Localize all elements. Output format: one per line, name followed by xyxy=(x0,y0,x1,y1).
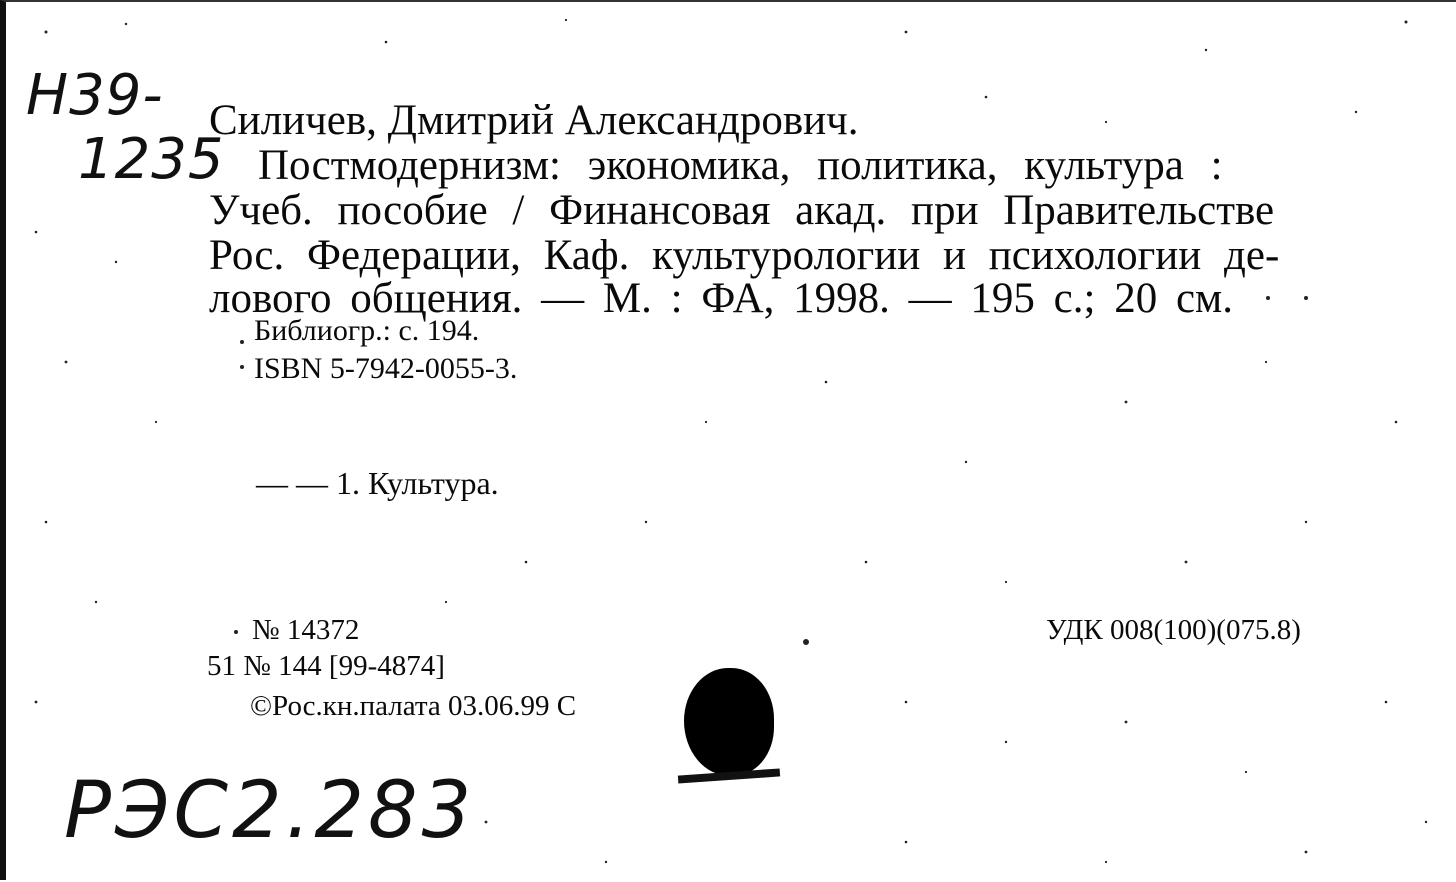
udk-classification: УДК 008(100)(075.8) xyxy=(1046,614,1301,646)
record-number: № 14372 xyxy=(252,614,360,646)
ink-blot xyxy=(684,668,774,776)
title-line-4: лового общения. — М. : ФА, 1998. — 195 с.; 20 см. xyxy=(209,275,1233,322)
handwritten-inventory-number: РЭС2.283 xyxy=(64,766,476,856)
card-number: 51 № 144 [99-4874] xyxy=(207,650,445,682)
book-chamber-stamp: ©Рос.кн.палата 03.06.99 С xyxy=(250,690,577,722)
subject-heading: — — 1. Культура. xyxy=(256,465,499,501)
handwritten-shelf-mark-top: Н39- xyxy=(26,63,164,128)
isbn-note: ISBN 5-7942-0055-3. xyxy=(254,352,518,385)
title-line-1: Постмодернизм: экономика, политика, культура : xyxy=(258,142,1223,189)
title-line-3: Рос. Федерации, Каф. культурологии и психологии де- xyxy=(209,232,1280,279)
bibliography-note: Библиогр.: с. 194. xyxy=(254,314,480,347)
title-line-2: Учеб. пособие / Финансовая акад. при Правительстве xyxy=(209,187,1275,234)
author-heading: Силичев, Дмитрий Александрович. xyxy=(209,97,859,144)
handwritten-shelf-mark-number: 1235 xyxy=(78,127,225,192)
